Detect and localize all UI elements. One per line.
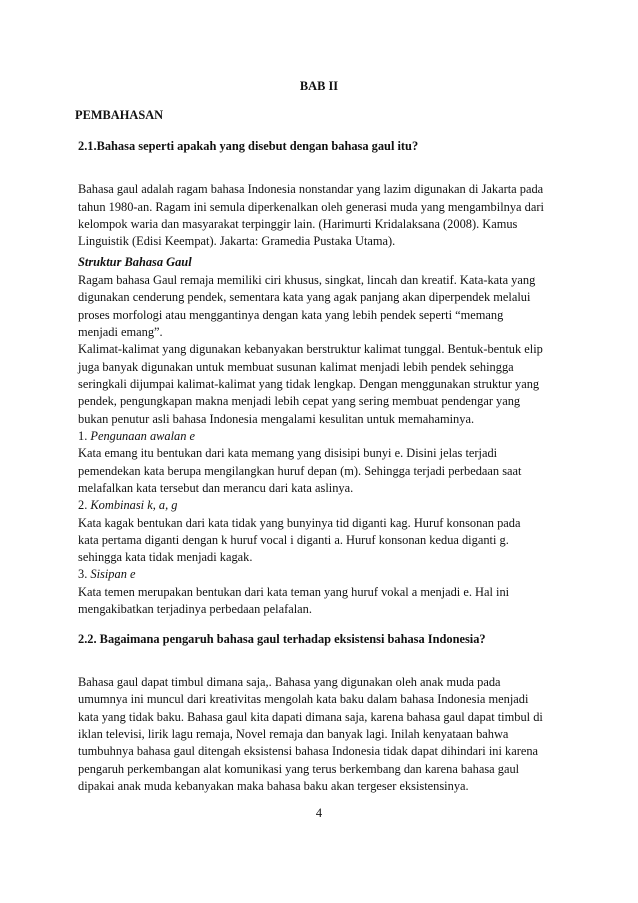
paragraph-line: Kata emang itu bentukan dari kata memang yang disisipi bunyi e. Disini jelas terjadi xyxy=(78,446,498,460)
list-item-heading xyxy=(78,567,136,581)
paragraph-line: proses morfologi atau menggantinya dengan kata yang lebih pendek seperti “memang xyxy=(78,308,504,322)
paragraph-line: iklan televisi, lirik lagu remaja, Novel remaja dan banyak lagi. Inilah kenyataan bahwa xyxy=(78,727,509,741)
paragraph-line: Kata temen merupakan bentukan dari kata teman yang huruf vokal a menjadi e. Hal ini xyxy=(78,585,510,599)
list-item-number: 3. xyxy=(78,567,88,581)
paragraph-line: pengaruh perkembangan alat komunikasi yang terus berkembang dan karena bahasa gaul xyxy=(78,762,520,776)
paragraph-line: Bahasa gaul adalah ragam bahasa Indonesia nonstandar yang lazim digunakan di Jakarta pada xyxy=(78,182,544,196)
struktur-heading: Struktur Bahasa Gaul xyxy=(78,255,192,269)
paragraph-line: Linguistik (Edisi Keempat). Jakarta: Gramedia Pustaka Utama). xyxy=(78,234,396,248)
paragraph-line: sehingga kata tidak menjadi kagak. xyxy=(78,550,253,564)
paragraph-line: tumbuhnya bahasa gaul ditengah eksistensi bahasa Indonesia tidak dapat dihindari ini karena xyxy=(78,744,539,758)
paragraph-line: kata pertama diganti dengan k huruf vocal i diganti a. Huruf konsonan kedua diganti g. xyxy=(78,533,509,547)
paragraph-line: pemendekan kata berupa mengilangkan huruf depan (m). Sehingga terjadi perbedaan saat xyxy=(78,464,522,478)
list-item-heading xyxy=(78,429,195,443)
page-number: 4 xyxy=(315,806,323,820)
paragraph-line: dipakai anak muda kebanyakan maka bahasa baku akan tergeser eksistensinya. xyxy=(78,779,469,793)
paragraph-line: Ragam bahasa Gaul remaja memiliki ciri khusus, singkat, lincah dan kreatif. Kata-kata yang xyxy=(78,273,536,287)
paragraph-line: Kata kagak bentukan dari kata tidak yang bunyinya tid diganti kag. Huruf konsonan pada xyxy=(78,516,521,530)
question-1-heading: 2.1.Bahasa seperti apakah yang disebut dengan bahasa gaul itu? xyxy=(78,139,419,153)
paragraph-line: digunakan cenderung pendek, sementara kata yang agak panjang akan diperpendek melalui xyxy=(78,290,531,304)
paragraph-line: mengakibatkan terjadinya perbedaan pelafalan. xyxy=(78,602,312,616)
paragraph-line: kata yang tidak baku. Bahasa gaul kita dapati dimana saja, karena bahasa gaul dapat timbul di xyxy=(78,710,543,724)
paragraph-line: seringkali dijumpai kalimat-kalimat yang tidak lengkap. Dengan menggunakan struktur yang xyxy=(78,377,540,391)
paragraph-line: melafalkan kata tersebut dan merancu dari kata aslinya. xyxy=(78,481,354,495)
paragraph-line: tahun 1980-an. Ragam ini semula diperkenalkan oleh generasi muda yang mengambilnya dari xyxy=(78,200,544,214)
list-item-number: 2. xyxy=(78,498,88,512)
paragraph-line: juga banyak digunakan untuk membuat susunan kalimat menjadi lebih pendek sehingga xyxy=(78,360,514,374)
list-item-heading xyxy=(78,498,178,512)
section-title: PEMBAHASAN xyxy=(75,108,164,122)
paragraph-line: umumnya ini muncul dari kreativitas mengolah kata baku dalam bahasa Indonesia menjadi xyxy=(78,692,529,706)
question-2-heading: 2.2. Bagaimana pengaruh bahasa gaul terhadap eksistensi bahasa Indonesia? xyxy=(78,632,486,646)
paragraph-line: Kalimat-kalimat yang digunakan kebanyakan berstruktur kalimat tunggal. Bentuk-bentuk elip xyxy=(78,342,543,356)
paragraph-line: pendek, pengungkapan makna menjadi lebih cepat yang sering membuat pendengar yang xyxy=(78,394,521,408)
list-item-title: Pengunaan awalan e xyxy=(90,429,196,443)
list-item-title: Kombinasi k, a, g xyxy=(90,498,178,512)
paragraph-line: menjadi emang”. xyxy=(78,325,163,339)
paragraph-line: bukan penutur asli bahasa Indonesia mengalami kesulitan untuk memahaminya. xyxy=(78,412,475,426)
paragraph-line: kelompok waria dan masyarakat terpinggir lain. (Harimurti Kridalaksana (2008). Kamus xyxy=(78,217,518,231)
chapter-title: BAB II xyxy=(299,79,339,93)
list-item-number: 1. xyxy=(78,429,88,443)
list-item-title: Sisipan e xyxy=(90,567,136,581)
paragraph-line: Bahasa gaul dapat timbul dimana saja,. Bahasa yang digunakan oleh anak muda pada xyxy=(78,675,501,689)
